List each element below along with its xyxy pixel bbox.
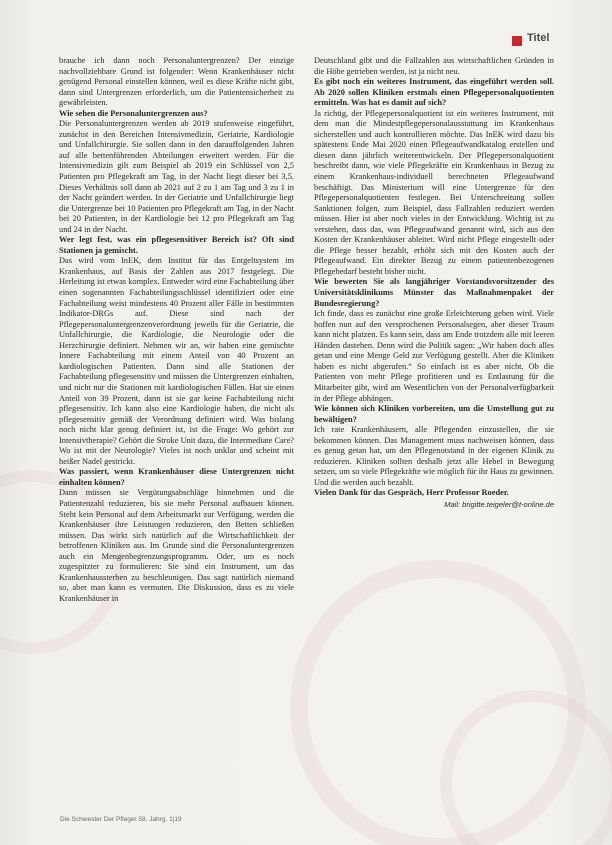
interview-question: Wie können sich Kliniken vorbereiten, um die Umstellung gut zu bewältigen? — [314, 404, 554, 424]
body-paragraph: Ich finde, dass es zunächst eine große Erleichterung geben wird. Viele hoffen nun auf den versprochenen Personalsegen, aber dieser Traum kann nicht platzen. Es kann sein, dass am Ende trotzdem alle mit leeren Händen dastehen. Denn wird die Politik sagen: „Wir haben doch alles getan und eine Menge Geld zur Verfügung gestellt. Aber die Kliniken haben es nicht abgerufen.“ So einfach ist es aber nicht. Ob die Patienten von mehr Pflege profitieren und es Entlastung für die Mitarbeiter gibt, wird am Wesentlichen von der Personalverfügbarkeit in der Pflege abhängen. — [314, 309, 555, 403]
interview-question: Was passiert, wenn Krankenhäuser diese Untergrenzen nicht einhalten können? — [59, 467, 294, 487]
interview-question: Vielen Dank für das Gespräch, Herr Professor Roeder. — [314, 488, 509, 498]
interview-question: Es gibt noch ein weiteres Instrument, das eingeführt werden soll. Ab 2020 sollen Kliniken erstmals einen Pflegepersonalquotienten ermitteln. Was hat es damit auf sich? — [314, 77, 554, 108]
left-column — [59, 56, 294, 604]
body-paragraph: Die Personaluntergrenzen werden ab 2019 stufenweise eingeführt, zunächst in den Bereichen Intensivmedizin, Geriatrie, Kardiologie und Unfallchirurgie. Sie sollen dann in den darauffolgenden Jahren auf alle bettenführenden Abteilungen erweitert werden. Für die Intensivmedizin gilt zum Beispiel ab 2019 ein Schlüssel von 2,5 Patienten pro Pflegekraft am Tag, in der Nacht liegt dieser bei 3,5. Dieses Verhältnis soll dann ab 2021 auf 2 zu 1 am Tag und 3 zu 1 in der Nacht geändert werden. In der Geriatrie und Unfallchirurgie liegt die Untergrenze bei 10 Patienten pro Pflegekraft am Tag, in der Nacht bei 20 Patienten, in der Kardiologie bei 12 pro Pflegekraft am Tag und 24 in der Nacht. — [59, 119, 294, 234]
body-paragraph: Ich rate Krankenhäusern, alle Pflegenden einzustellen, die sie bekommen können. Das Management muss nachweisen können, dass es genug getan hat, um den Pflegenotstand in der eigenen Klinik zu reduzieren. Kliniken sollten deshalb jetzt alle Hebel in Bewegung setzen, um so viele Pflegekräfte wie möglich für ihr Haus zu gewinnen. Und die werden auch bezahlt. — [314, 425, 554, 487]
right-column — [314, 56, 554, 511]
interview-question: Wer legt fest, was ein pflegesensitiver Bereich ist? Oft sind Stationen ja gemischt. — [59, 235, 294, 255]
body-paragraph: brauche ich dann noch Personaluntergrenzen? Der einzige nachvollziehbare Grund ist folgender: Wenn Krankenhäuser nicht genügend Personal einstellen können, weil es diese Kräfte nicht gibt, dann sind Untergrenzen erforderlich, um die Patientensicherheit zu gewährleisten. — [59, 56, 294, 108]
page-footer: Die Schwester Der Pfleger 58. Jahrg. 1|19 — [60, 816, 182, 823]
body-paragraph: Das wird vom InEK, dem Institut für das Entgeltsystem im Krankenhaus, auf Basis der Zahlen aus 2017 festgelegt. Die Herleitung ist etwas komplex. Entweder wird eine Fachabteilung über einen sogenannten Fachabteilungsschlüssel identifiziert oder eine Fachabteilung weist mindestens 40 Prozent aller Fälle in bestimmten Indikator-DRGs auf. Diese sind nach der Pflegepersonaluntergrenzenverordnung jeweils für die Geriatrie, die Unfallchirurgie, die Kardiologie, die Neurologie oder die Herzchirurgie definiert. Nehmen wir an, wir haben eine gemischte Innere Fachabteilung mit einem Anteil von 40 Prozent an kardiologischen Patienten. Dann sind alle Stationen der Fachabteilung pflegesensitiv und müssen die Untergrenzen einhalten, und nicht nur die Stationen mit kardiologischen Fällen. Hat sie einen Anteil von 39 Prozent, dann ist sie gar keine Fachabteilung nicht pflegesensitiv. Ich kann also eine Kardiologie haben, die nicht als pflegesensitiv gemäß der Verordnung definiert wird. Was bislang noch nicht klar genug definiert ist, ist die Frage: Wo gehört zur Intensivtherapie? Gehört die Stroke Unit dazu, die Intermediate Care? Wo ist mit der Neurologie? Vieles ist noch unklar und scheint mit heißer Nadel gestrickt. — [59, 256, 294, 466]
author-email: Mail: brigitte.teigeler@t-online.de — [444, 499, 554, 509]
section-label: Titel — [527, 32, 550, 44]
interview-question: Wie bewerten Sie als langjähriger Vorstandsvorsitzender des Universitätsklinikums Münster das Maßnahmenpaket der Bundesregierung? — [314, 277, 554, 308]
section-marker-icon — [512, 36, 522, 46]
body-paragraph: Ja richtig, der Pflegepersonalquotient ist ein weiteres Instrument, mit dem man die Mindestpflegepersonalausstattung im Krankenhaus sicherstellen und auch kontrollieren möchte. Das InEK wird dazu bis spätestens Ende Mai 2020 einen Pflegeaufwandkatalog erstellen und diesen dann jährlich weiterentwickeln. Der Pflegepersonalquotient beschreibt dann, wie viele Pflegekräfte ein Krankenhaus in Bezug zu einem Krankenhaus-individuell berechneten Pflegeaufwand beschäftigt. Das Ministerium will eine Untergrenze für den Pflegepersonalquotienten festlegen. Bei Unterschreitung sollen Sanktionen folgen, zum Beispiel, dass Fallzahlen reduziert werden müssen. Hier ist aber noch vieles in der Entwicklung. Wichtig ist zu verstehen, dass das, was Pflegeaufwand genannt wird, sich aus den Kosten der Krankenhäuser ableitet. Wird nicht Pflege eingestellt oder die Pflege besser bezahlt, erhöht sich mit den Kosten auch der Pflegeaufwand. Ein direkter Bezug zu einem patientenbezogenen Pflegebedarf besteht bisher nicht. — [314, 108, 554, 276]
body-paragraph: Dann müssen sie Vergütungsabschläge hinnehmen und die Patientenzahl reduzieren, bis sie mehr Personal aufbauen können. Steht kein Personal auf dem Arbeitsmarkt zur Verfügung, werden die Krankenhäuser ihre Leistungen reduzieren, den Betten schließen müssen. Das wirkt sich natürlich auf die Wirtschaftlichkeit der betroffenen Kliniken aus. Im Grunde sind die Personaluntergrenzen auch ein Mengenbegrenzungsprogramm. Oder, um es noch zugespitzter zu formulieren: Sie sind ein Instrument, um das Krankenhaussterben zu beschleunigen. Das sagt natürlich niemand so, aber man kann es vermuten. Die Diskussion, dass es zu viele Krankenhäuser in — [59, 488, 294, 603]
interview-question: Wie sehen die Personaluntergrenzen aus? — [59, 108, 208, 118]
body-paragraph: Deutschland gibt und die Fallzahlen aus wirtschaftlichen Gründen in die Höhe getrieben werden, ist ja nicht neu. — [314, 56, 554, 76]
